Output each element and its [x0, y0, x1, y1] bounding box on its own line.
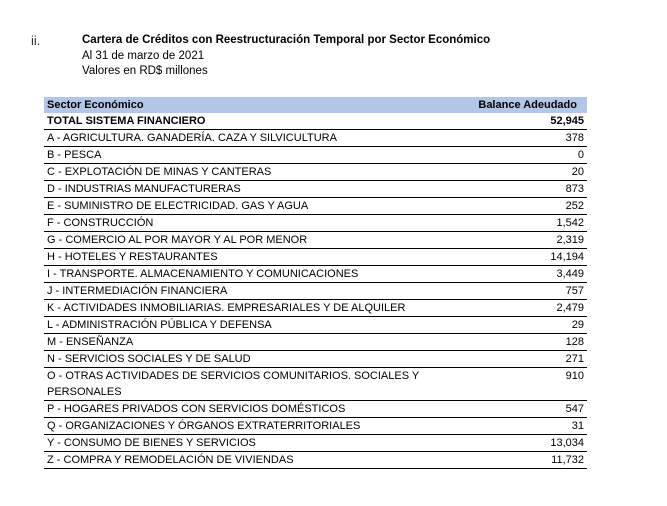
sector-label: J - INTERMEDIACIÓN FINANCIERA	[44, 283, 461, 300]
table-row	[44, 334, 587, 351]
column-header-sector: Sector Económico	[44, 97, 461, 113]
sector-label: Y - CONSUMO DE BIENES Y SERVICIOS	[44, 435, 461, 452]
balance-value: 2,479	[461, 300, 587, 317]
balance-value: 3,449	[461, 266, 587, 283]
balance-value: 873	[461, 181, 587, 198]
sector-label: D - INDUSTRIAS MANUFACTURERAS	[44, 181, 461, 198]
balance-value: 13,034	[461, 435, 587, 452]
table-row	[44, 164, 587, 181]
balance-value: 757	[461, 283, 587, 300]
section-number: ii.	[31, 33, 41, 48]
total-row	[44, 113, 587, 130]
balance-value: 910	[461, 368, 587, 401]
table-header-row	[44, 97, 587, 113]
balance-value: 547	[461, 401, 587, 418]
balance-value: 1,542	[461, 215, 587, 232]
table-row	[44, 232, 587, 249]
balance-value: 29	[461, 317, 587, 334]
total-label: TOTAL SISTEMA FINANCIERO	[44, 113, 461, 130]
sector-label: O - OTRAS ACTIVIDADES DE SERVICIOS COMUNITARIOS. SOCIALES Y PERSONALES	[44, 368, 461, 401]
balance-value: 128	[461, 334, 587, 351]
balance-value: 378	[461, 130, 587, 147]
balance-value: 271	[461, 351, 587, 368]
sector-label: G - COMERCIO AL POR MAYOR Y AL POR MENOR	[44, 232, 461, 249]
sector-label: A - AGRICULTURA. GANADERÍA. CAZA Y SILVICULTURA	[44, 130, 461, 147]
column-header-balance: Balance Adeudado	[461, 97, 587, 113]
table-header	[82, 33, 490, 80]
balance-value: 11,732	[461, 452, 587, 469]
table-row	[44, 368, 587, 401]
table-row	[44, 401, 587, 418]
balance-value: 31	[461, 418, 587, 435]
table-title: Cartera de Créditos con Reestructuración Temporal por Sector Económico	[82, 34, 491, 46]
table-row	[44, 317, 587, 334]
total-value: 52,945	[461, 113, 587, 130]
sector-label: P - HOGARES PRIVADOS CON SERVICIOS DOMÉSTICOS	[44, 401, 461, 418]
table-row	[44, 418, 587, 435]
balance-value: 14,194	[461, 249, 587, 266]
sector-label: F - CONSTRUCCIÓN	[44, 215, 461, 232]
balance-value: 252	[461, 198, 587, 215]
balance-value: 0	[461, 147, 587, 164]
sector-label: K - ACTIVIDADES INMOBILIARIAS. EMPRESARIALES Y DE ALQUILER	[44, 300, 461, 317]
sector-label: C - EXPLOTACIÓN DE MINAS Y CANTERAS	[44, 164, 461, 181]
table-row	[44, 300, 587, 317]
table-row	[44, 181, 587, 198]
sector-label: L - ADMINISTRACIÓN PÚBLICA Y DEFENSA	[44, 317, 461, 334]
sector-table	[44, 97, 587, 469]
sector-label: H - HOTELES Y RESTAURANTES	[44, 249, 461, 266]
table-row	[44, 198, 587, 215]
sector-label: M - ENSEÑANZA	[44, 334, 461, 351]
balance-value: 2,319	[461, 232, 587, 249]
table-row	[44, 130, 587, 147]
sector-label: E - SUMINISTRO DE ELECTRICIDAD. GAS Y AGUA	[44, 198, 461, 215]
table-date: Al 31 de marzo de 2021	[82, 49, 205, 62]
table-row	[44, 351, 587, 368]
table-row	[44, 435, 587, 452]
table-row	[44, 249, 587, 266]
sector-label: Z - COMPRA Y REMODELACIÓN DE VIVIENDAS	[44, 452, 461, 469]
table-row	[44, 283, 587, 300]
table-row	[44, 266, 587, 283]
sector-label: B - PESCA	[44, 147, 461, 164]
table-row	[44, 147, 587, 164]
balance-value: 20	[461, 164, 587, 181]
sector-label: I - TRANSPORTE. ALMACENAMIENTO Y COMUNICACIONES	[44, 266, 461, 283]
table-row	[44, 452, 587, 469]
table-units: Valores en RD$ millones	[82, 65, 208, 77]
sector-label: Q - ORGANIZACIONES Y ÓRGANOS EXTRATERRITORIALES	[44, 418, 461, 435]
sector-label: N - SERVICIOS SOCIALES Y DE SALUD	[44, 351, 461, 368]
table-row	[44, 215, 587, 232]
